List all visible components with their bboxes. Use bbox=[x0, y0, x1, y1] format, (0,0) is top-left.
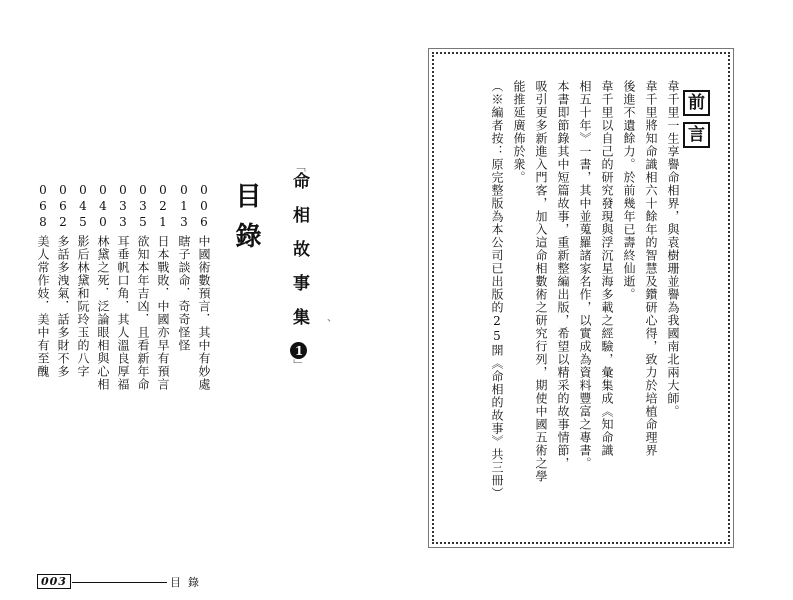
toc-entry-page: 013 bbox=[177, 183, 191, 231]
toc-entry[interactable] bbox=[75, 183, 91, 378]
toc-entry-page: 040 bbox=[96, 183, 110, 231]
series-volume-badge: 1 bbox=[292, 343, 306, 358]
footer-page-number bbox=[37, 575, 71, 588]
toc-entry-page: 068 bbox=[36, 183, 50, 231]
toc-entry-title: 影后林黛和阮玲玉的八字 bbox=[76, 235, 90, 378]
toc-entry-page: 006 bbox=[197, 183, 211, 231]
toc-entry[interactable] bbox=[176, 183, 192, 352]
toc-entry-title: 欲知本年吉凶．且看新年命 bbox=[136, 235, 150, 391]
toc-entry[interactable] bbox=[95, 183, 111, 391]
toc-entry[interactable] bbox=[35, 183, 51, 378]
preface-line: 本書即節錄其中短篇故事，重新整編出版，希望以精采的故事情節， bbox=[556, 80, 570, 470]
preface-line: 韋千里將知命識相六十餘年的智慧及鑽研心得，致力於培植命理界 bbox=[644, 80, 658, 457]
preface-line: 韋千里一生享譽命相界，與袁樹珊並譽為我國南北兩大師。 bbox=[666, 80, 680, 418]
series-title bbox=[290, 160, 307, 371]
footer-rule bbox=[72, 582, 167, 583]
toc-entry-title: 耳垂帆口角．其人溫良厚福 bbox=[116, 235, 130, 391]
series-title-close-quote: 」 bbox=[292, 359, 306, 371]
preface-line: 後進不遺餘力。於前幾年已壽終仙逝。 bbox=[622, 80, 636, 301]
toc-entry[interactable] bbox=[196, 183, 212, 391]
preface-line: 相五十年》一書，其中並蒐羅諸家名作，以實成為資料豐富之專書。 bbox=[578, 80, 592, 470]
toc-entry-page: 021 bbox=[156, 183, 170, 231]
toc-entry-title: 中國術數預言．其中有妙處 bbox=[197, 235, 211, 391]
toc-entry-page: 062 bbox=[56, 183, 70, 231]
toc-entry[interactable] bbox=[135, 183, 151, 391]
toc-entry-title: 多話多洩氣．話多財不多 bbox=[56, 235, 70, 378]
preface-heading bbox=[683, 90, 710, 148]
toc-entry-page: 033 bbox=[116, 183, 130, 231]
preface-line: 能推延廣佈於衆。 bbox=[512, 80, 526, 184]
footer-page-number-text: 003 bbox=[37, 574, 71, 589]
toc-heading: 目錄 bbox=[231, 182, 261, 262]
toc-entry-title: 瞎子談命．奇奇怪怪 bbox=[177, 235, 191, 352]
toc-entry-title: 日本戰敗．中國亦早有預言 bbox=[156, 235, 170, 391]
preface-line: 韋千里以自己的研究發現與浮沉星海多載之經驗，彙集成《知命識 bbox=[600, 80, 614, 457]
preface-line: 吸引更多新進入門客，加入這命相數術之研究行列，期使中國五術之學 bbox=[534, 80, 548, 483]
series-title-text: 命相故事集 bbox=[289, 172, 309, 342]
stray-mark: 、 bbox=[327, 313, 337, 324]
series-title-open-quote: 「 bbox=[292, 160, 306, 172]
toc-entry[interactable] bbox=[115, 183, 131, 391]
preface-heading-char: 前 bbox=[683, 90, 710, 116]
toc-entry-title: 林黛之死．泛論眼相與心相 bbox=[96, 235, 110, 391]
footer-label: 目錄 bbox=[170, 576, 206, 589]
toc-entry-page: 035 bbox=[136, 183, 150, 231]
preface-line: （※編者按：原完整版為本公司已出版的25開《命相的故事》共三冊） bbox=[490, 80, 504, 500]
toc-entry[interactable] bbox=[155, 183, 171, 391]
toc-entry-page: 045 bbox=[76, 183, 90, 231]
preface-heading-char: 言 bbox=[683, 122, 710, 148]
toc-entry-title: 美人常作妓．美中有至醜 bbox=[36, 235, 50, 378]
toc-entry[interactable] bbox=[55, 183, 71, 378]
